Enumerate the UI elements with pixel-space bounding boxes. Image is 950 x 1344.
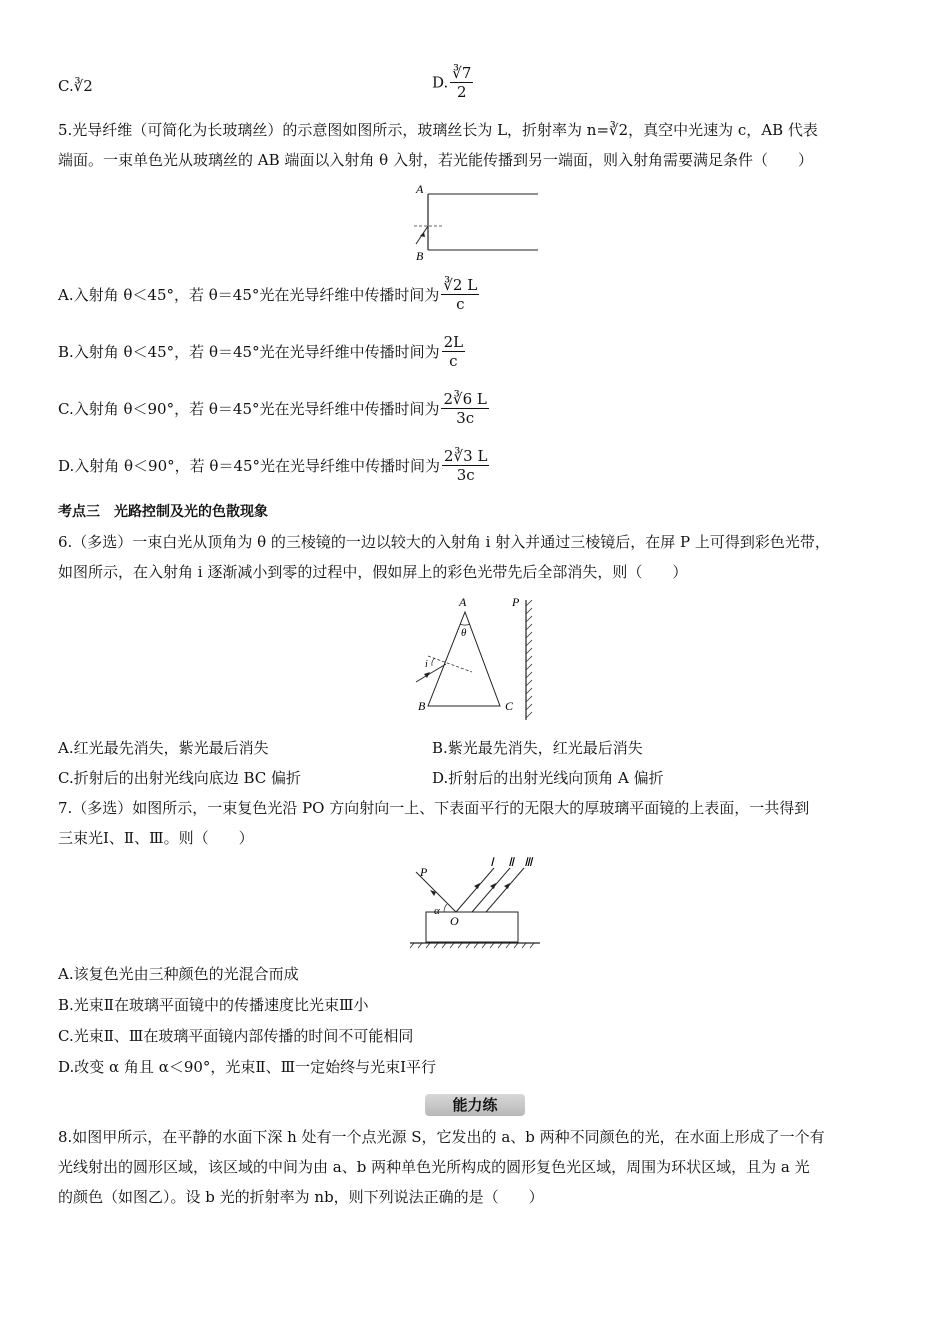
option-fraction: [442, 447, 489, 484]
option-fraction: [441, 276, 479, 313]
option-text: A.入射角 θ＜45°，若 θ＝45°光在光导纤维中传播时间为: [58, 286, 440, 304]
option-fraction: [442, 333, 466, 370]
alpha-arc: [444, 904, 447, 912]
section-badge: 能力练: [425, 1094, 525, 1116]
q8-stem-line2: 光线射出的圆形区域，该区域的中间为由 a、b 两种单色光所构成的圆形复色光区域，周围为环状区域，且为 a 光: [58, 1158, 810, 1176]
q5-option-c: [58, 390, 489, 427]
fraction-numerator: 2∛6 L: [443, 390, 487, 408]
ray-3: [486, 868, 524, 912]
label-ray-2: Ⅱ: [508, 855, 514, 869]
ray-2: [472, 868, 510, 912]
q7-stem-line1: 7.（多选）如图所示，一束复色光沿 PO 方向射向一上、下表面平行的无限大的厚玻璃平面镜的上表面，一共得到: [58, 799, 810, 817]
q5-stem-line2: 端面。一束单色光从玻璃丝的 AB 端面以入射角 θ 入射，若光能传播到另一端面，则入射角需要满足条件（ ）: [58, 151, 813, 169]
label-o: O: [450, 914, 459, 928]
label-b: B: [416, 249, 424, 263]
q6-stem-line2: 如图所示，在入射角 i 逐渐减小到零的过程中，假如屏上的彩色光带先后全部消失，则（ ）: [58, 563, 688, 581]
q5-option-a: [58, 276, 479, 313]
label-i: i: [425, 659, 428, 670]
q7-option-c: C.光束Ⅱ、Ⅲ在玻璃平面镜内部传播的时间不可能相同: [58, 1027, 414, 1045]
apex-angle-arc: [460, 624, 470, 625]
incident-angle-arc: [432, 658, 435, 666]
section-title: 考点三 光路控制及光的色散现象: [58, 504, 268, 520]
option-fraction: [441, 390, 488, 427]
fraction-denominator: 3c: [456, 466, 475, 484]
ray-1: [456, 868, 494, 912]
q8-stem-line1: 8.如图甲所示，在平静的水面下深 h 处有一个点光源 S，它发出的 a、b 两种不同颜色的光，在水面上形成了一个有: [58, 1128, 825, 1146]
fraction-denominator: 3c: [456, 409, 475, 427]
label-ray-1: Ⅰ: [490, 855, 494, 869]
fraction-numerator: 2∛3 L: [444, 447, 488, 465]
q5-option-b: [58, 333, 465, 370]
q6-option-c: C.折射后的出射光线向底边 BC 偏折: [58, 769, 302, 787]
label-b: B: [418, 699, 426, 713]
q7-option-b: B.光束Ⅱ在玻璃平面镜中的传播速度比光束Ⅲ小: [58, 996, 369, 1014]
fraction-numerator: 2L: [443, 333, 464, 351]
label-alpha: α: [434, 905, 440, 917]
label-a: A: [416, 182, 424, 196]
q4-option-d-prefix: D.: [432, 73, 449, 92]
label-c: C: [505, 699, 514, 713]
q5-optical-fiber-figure: [408, 182, 548, 264]
option-text: B.入射角 θ＜45°，若 θ＝45°光在光导纤维中传播时间为: [58, 343, 440, 361]
q6-stem-line1: 6.（多选）一束白光从顶角为 θ 的三棱镜的一边以较大的入射角 i 射入并通过三棱镜后，在屏 P 上可得到彩色光带，: [58, 533, 830, 551]
label-a: A: [459, 595, 467, 609]
q6-prism-figure: [408, 592, 538, 724]
q5-option-d: [58, 447, 489, 484]
fraction-denominator: c: [449, 352, 458, 370]
q6-option-a: A.红光最先消失，紫光最后消失: [58, 739, 269, 757]
q7-glass-plate-figure: [406, 852, 546, 950]
q7-stem-line2: 三束光Ⅰ、Ⅱ、Ⅲ。则（ ）: [58, 829, 254, 847]
fraction-denominator: 2: [457, 83, 467, 101]
ground-hatching: [410, 943, 534, 948]
label-ray-3: Ⅲ: [524, 855, 533, 869]
option-text: D.入射角 θ＜90°，若 θ＝45°光在光导纤维中传播时间为: [58, 457, 441, 475]
option-text: C.入射角 θ＜90°，若 θ＝45°光在光导纤维中传播时间为: [58, 400, 440, 418]
q4-option-c: C.∛2: [58, 77, 93, 95]
q8-stem-line3: 的颜色（如图乙）。设 b 光的折射率为 nb，则下列说法正确的是（ ）: [58, 1188, 544, 1206]
q6-option-d: D.折射后的出射光线向顶角 A 偏折: [432, 769, 664, 787]
fraction-numerator: ∛7: [452, 64, 472, 82]
screen-hatching: [526, 600, 532, 718]
q7-option-d: D.改变 α 角且 α＜90°，光束Ⅱ、Ⅲ一定始终与光束Ⅰ平行: [58, 1058, 436, 1076]
q4-option-d-fraction: [450, 64, 473, 101]
label-theta: θ: [461, 627, 467, 639]
q7-option-a: A.该复色光由三种颜色的光混合而成: [58, 965, 299, 983]
q5-stem-line1: 5.光导纤维（可简化为长玻璃丝）的示意图如图所示，玻璃丝长为 L，折射率为 n=∛2，真空中光速为 c，AB 代表: [58, 121, 818, 139]
label-p: P: [420, 865, 428, 879]
label-p: P: [512, 595, 520, 609]
fraction-numerator: ∛2 L: [443, 276, 478, 294]
glass-plate: [426, 912, 518, 942]
q6-option-b: B.紫光最先消失，红光最后消失: [432, 739, 643, 757]
fraction-denominator: c: [456, 295, 465, 313]
q4-option-d: [432, 64, 473, 101]
